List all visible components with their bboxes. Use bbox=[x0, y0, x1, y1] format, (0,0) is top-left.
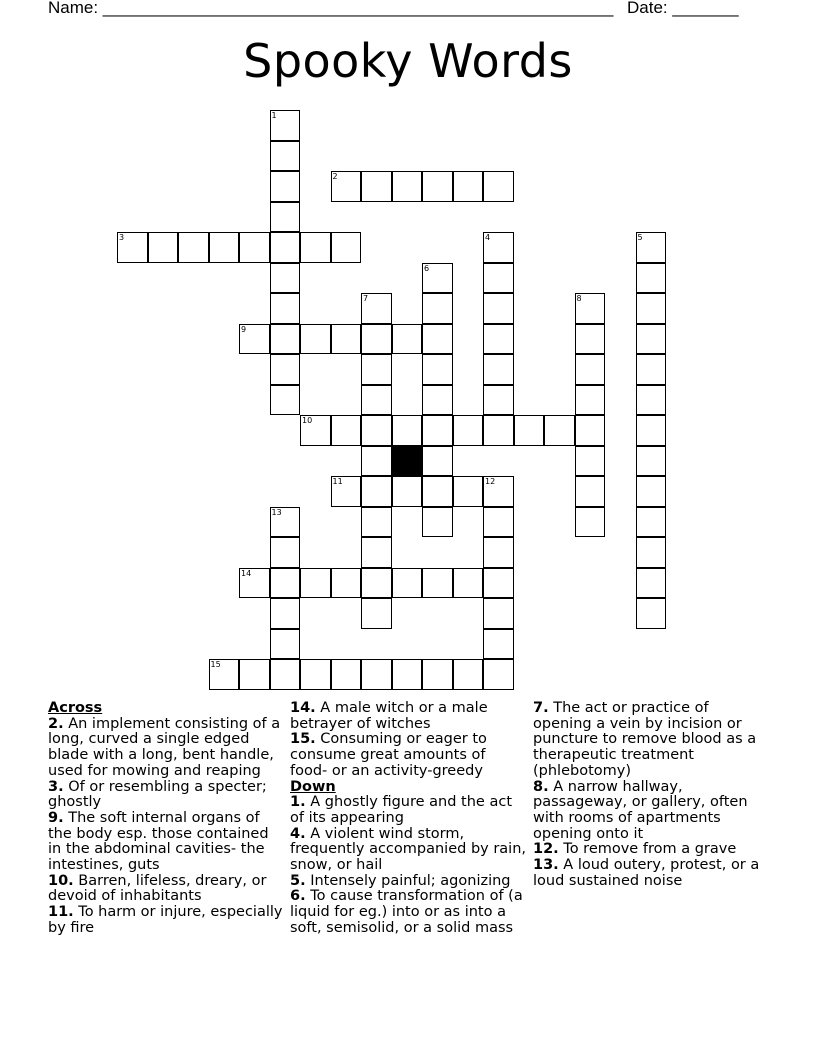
grid-cell-15[interactable] bbox=[209, 659, 240, 690]
grid-cell[interactable] bbox=[483, 659, 514, 690]
grid-cell[interactable] bbox=[392, 476, 423, 507]
clue-across-14: 14. A male witch or a male betrayer of witches bbox=[290, 700, 488, 732]
grid-cell[interactable] bbox=[422, 659, 453, 690]
grid-cell[interactable] bbox=[636, 598, 667, 629]
grid-cell[interactable] bbox=[575, 354, 606, 385]
grid-cell[interactable] bbox=[361, 324, 392, 355]
clue-number: 9 bbox=[241, 324, 247, 334]
grid-cell[interactable] bbox=[361, 385, 392, 416]
clue-across-9: 9. The soft internal organs of the body esp. those contained in the abdominal cavities- the intestines, guts bbox=[48, 809, 269, 874]
grid-cell[interactable] bbox=[361, 354, 392, 385]
grid-cell-13[interactable] bbox=[270, 507, 301, 538]
grid-cell[interactable] bbox=[575, 476, 606, 507]
grid-cell[interactable] bbox=[453, 476, 484, 507]
grid-cell[interactable] bbox=[453, 568, 484, 599]
grid-cell[interactable] bbox=[483, 293, 514, 324]
grid-cell[interactable] bbox=[239, 232, 270, 263]
clue-number: 12 bbox=[485, 477, 496, 486]
grid-cell[interactable] bbox=[483, 598, 514, 629]
grid-cell-10[interactable] bbox=[300, 415, 331, 446]
grid-cell[interactable] bbox=[361, 598, 392, 629]
clue-number: 3 bbox=[119, 233, 125, 242]
grid-cell[interactable] bbox=[483, 324, 514, 355]
grid-cell[interactable] bbox=[636, 324, 667, 355]
grid-cell[interactable] bbox=[270, 385, 301, 416]
grid-cell[interactable] bbox=[422, 507, 453, 538]
clue-column-1 bbox=[48, 701, 284, 937]
grid-cell-6[interactable] bbox=[422, 263, 453, 294]
grid-cell[interactable] bbox=[270, 568, 301, 599]
grid-cell[interactable] bbox=[239, 659, 270, 690]
clue-down-13: 13. A loud outery, protest, or a loud sustained noise bbox=[533, 857, 760, 889]
clue-number: 1 bbox=[271, 111, 277, 120]
clue-down-6: 6. To cause transformation of (a liquid for eg.) into or as into a soft, semisolid, or a solid mass bbox=[290, 888, 523, 936]
grid-cell[interactable] bbox=[361, 171, 392, 202]
grid-cell[interactable] bbox=[331, 568, 362, 599]
grid-cell[interactable] bbox=[331, 659, 362, 690]
grid-cell-5[interactable] bbox=[636, 232, 667, 263]
grid-cell-8[interactable] bbox=[575, 293, 606, 324]
grid-cell[interactable] bbox=[331, 415, 362, 446]
grid-cell[interactable] bbox=[392, 415, 423, 446]
grid-cell[interactable] bbox=[636, 446, 667, 477]
grid-cell[interactable] bbox=[148, 232, 179, 263]
clue-number: 4 bbox=[485, 233, 491, 242]
clue-down-5: 5. Intensely painful; agonizing bbox=[290, 872, 511, 889]
date-field[interactable]: Date: _______ bbox=[627, 0, 739, 17]
grid-cell[interactable] bbox=[300, 324, 331, 355]
grid-cell[interactable] bbox=[178, 232, 209, 263]
clue-across-2: 2. An implement consisting of a long, curved a single edged blade with a long, bent handle, used for mowing and reaping bbox=[48, 715, 281, 779]
grid-cell[interactable] bbox=[361, 537, 392, 568]
grid-cell[interactable] bbox=[483, 354, 514, 385]
grid-cell[interactable] bbox=[270, 232, 301, 263]
grid-cell[interactable] bbox=[300, 659, 331, 690]
grid-cell[interactable] bbox=[514, 415, 545, 446]
grid-cell[interactable] bbox=[300, 232, 331, 263]
clue-number: 8 bbox=[576, 294, 582, 303]
clue-column-2 bbox=[290, 701, 526, 937]
grid-cell-14[interactable] bbox=[239, 568, 270, 599]
grid-cell[interactable] bbox=[483, 507, 514, 538]
clue-across-11: 11. To harm or injure, especially by fire bbox=[48, 904, 283, 936]
clue-down-12: 12. To remove from a grave bbox=[533, 841, 737, 858]
grid-cell[interactable] bbox=[636, 263, 667, 294]
black-square bbox=[392, 446, 423, 477]
grid-cell[interactable] bbox=[422, 446, 453, 477]
grid-cell[interactable] bbox=[636, 476, 667, 507]
grid-cell[interactable] bbox=[270, 293, 301, 324]
name-field[interactable]: Name: ______________________________________________________ bbox=[48, 0, 614, 17]
grid-cell[interactable] bbox=[636, 507, 667, 538]
grid-cell-2[interactable] bbox=[331, 171, 362, 202]
grid-cell[interactable] bbox=[575, 507, 606, 538]
grid-cell[interactable] bbox=[483, 415, 514, 446]
grid-cell[interactable] bbox=[575, 385, 606, 416]
grid-cell[interactable] bbox=[270, 659, 301, 690]
grid-cell[interactable] bbox=[270, 598, 301, 629]
grid-cell[interactable] bbox=[636, 568, 667, 599]
grid-cell[interactable] bbox=[422, 171, 453, 202]
grid-cell-4[interactable] bbox=[483, 232, 514, 263]
puzzle-title: Spooky Words bbox=[243, 34, 573, 88]
clue-number: 10 bbox=[302, 416, 313, 425]
grid-cell[interactable] bbox=[636, 415, 667, 446]
clue-number: 2 bbox=[332, 172, 338, 181]
grid-cell-1[interactable] bbox=[270, 110, 301, 141]
grid-cell[interactable] bbox=[575, 324, 606, 355]
grid-cell[interactable] bbox=[483, 171, 514, 202]
grid-cell[interactable] bbox=[422, 415, 453, 446]
grid-cell[interactable] bbox=[422, 476, 453, 507]
grid-cell[interactable] bbox=[636, 293, 667, 324]
clue-number: 13 bbox=[271, 507, 282, 517]
clue-across-3: 3. Of or resembling a specter; ghostly bbox=[48, 778, 267, 811]
grid-cell[interactable] bbox=[392, 324, 423, 355]
clue-across-15: 15. Consuming or eager to consume great amounts of food- or an activity-greedy bbox=[290, 731, 487, 779]
grid-cell-7[interactable] bbox=[361, 293, 392, 324]
grid-cell[interactable] bbox=[483, 568, 514, 599]
grid-cell[interactable] bbox=[483, 263, 514, 294]
clue-number: 5 bbox=[637, 233, 643, 242]
grid-cell[interactable] bbox=[636, 537, 667, 568]
grid-cell[interactable] bbox=[209, 232, 240, 263]
grid-cell-12[interactable] bbox=[483, 476, 514, 507]
grid-cell[interactable] bbox=[392, 659, 423, 690]
grid-cell[interactable] bbox=[270, 629, 301, 660]
grid-cell[interactable] bbox=[453, 171, 484, 202]
grid-cell[interactable] bbox=[270, 202, 301, 233]
clue-number: 6 bbox=[424, 263, 430, 273]
grid-cell[interactable] bbox=[544, 415, 575, 446]
grid-cell[interactable] bbox=[270, 263, 301, 294]
grid-cell[interactable] bbox=[270, 141, 301, 172]
grid-cell[interactable] bbox=[361, 659, 392, 690]
grid-cell[interactable] bbox=[270, 537, 301, 568]
grid-cell[interactable] bbox=[422, 324, 453, 355]
clue-number: 14 bbox=[241, 568, 252, 578]
clue-number: 15 bbox=[210, 660, 221, 669]
grid-cell[interactable] bbox=[575, 446, 606, 477]
grid-cell[interactable] bbox=[483, 537, 514, 568]
grid-cell-3[interactable] bbox=[117, 232, 148, 263]
clue-number: 11 bbox=[332, 477, 343, 486]
grid-cell[interactable] bbox=[422, 293, 453, 324]
grid-cell[interactable] bbox=[361, 415, 392, 446]
grid-cell[interactable] bbox=[270, 354, 301, 385]
grid-cell-11[interactable] bbox=[331, 476, 362, 507]
grid-cell[interactable] bbox=[361, 446, 392, 477]
grid-cell[interactable] bbox=[300, 568, 331, 599]
grid-cell[interactable] bbox=[483, 629, 514, 660]
clue-number: 7 bbox=[363, 294, 369, 303]
grid-cell[interactable] bbox=[636, 385, 667, 416]
grid-cell[interactable] bbox=[483, 385, 514, 416]
grid-cell[interactable] bbox=[453, 415, 484, 446]
grid-cell[interactable] bbox=[636, 354, 667, 385]
grid-cell[interactable] bbox=[453, 659, 484, 690]
grid-cell[interactable] bbox=[361, 476, 392, 507]
grid-cell[interactable] bbox=[392, 171, 423, 202]
grid-cell[interactable] bbox=[422, 354, 453, 385]
grid-cell[interactable] bbox=[331, 232, 362, 263]
grid-cell[interactable] bbox=[331, 324, 362, 355]
grid-cell-9[interactable] bbox=[239, 324, 270, 355]
grid-cell[interactable] bbox=[392, 568, 423, 599]
clue-down-4: 4. A violent wind storm, frequently accompanied by rain, snow, or hail bbox=[290, 825, 527, 874]
grid-cell[interactable] bbox=[422, 568, 453, 599]
clue-down-7: 7. The act or practice of opening a vein by incision or puncture to remove blood as a therapeutic treatment (phlebotomy) bbox=[533, 700, 757, 779]
clue-down-8: 8. A narrow hallway, passageway, or gallery, often with rooms of apartments opening onto it bbox=[533, 778, 748, 842]
down-heading: Down bbox=[290, 778, 336, 795]
across-heading: Across bbox=[48, 700, 103, 716]
clue-across-10: 10. Barren, lifeless, dreary, or devoid of inhabitants bbox=[48, 872, 267, 905]
grid-cell[interactable] bbox=[270, 171, 301, 202]
grid-cell[interactable] bbox=[270, 324, 301, 355]
clue-column-3 bbox=[533, 701, 769, 889]
grid-cell[interactable] bbox=[361, 507, 392, 538]
grid-cell[interactable] bbox=[422, 385, 453, 416]
grid-cell[interactable] bbox=[575, 415, 606, 446]
clue-down-1: 1. A ghostly figure and the act of its appearing bbox=[290, 794, 513, 826]
grid-cell[interactable] bbox=[361, 568, 392, 599]
